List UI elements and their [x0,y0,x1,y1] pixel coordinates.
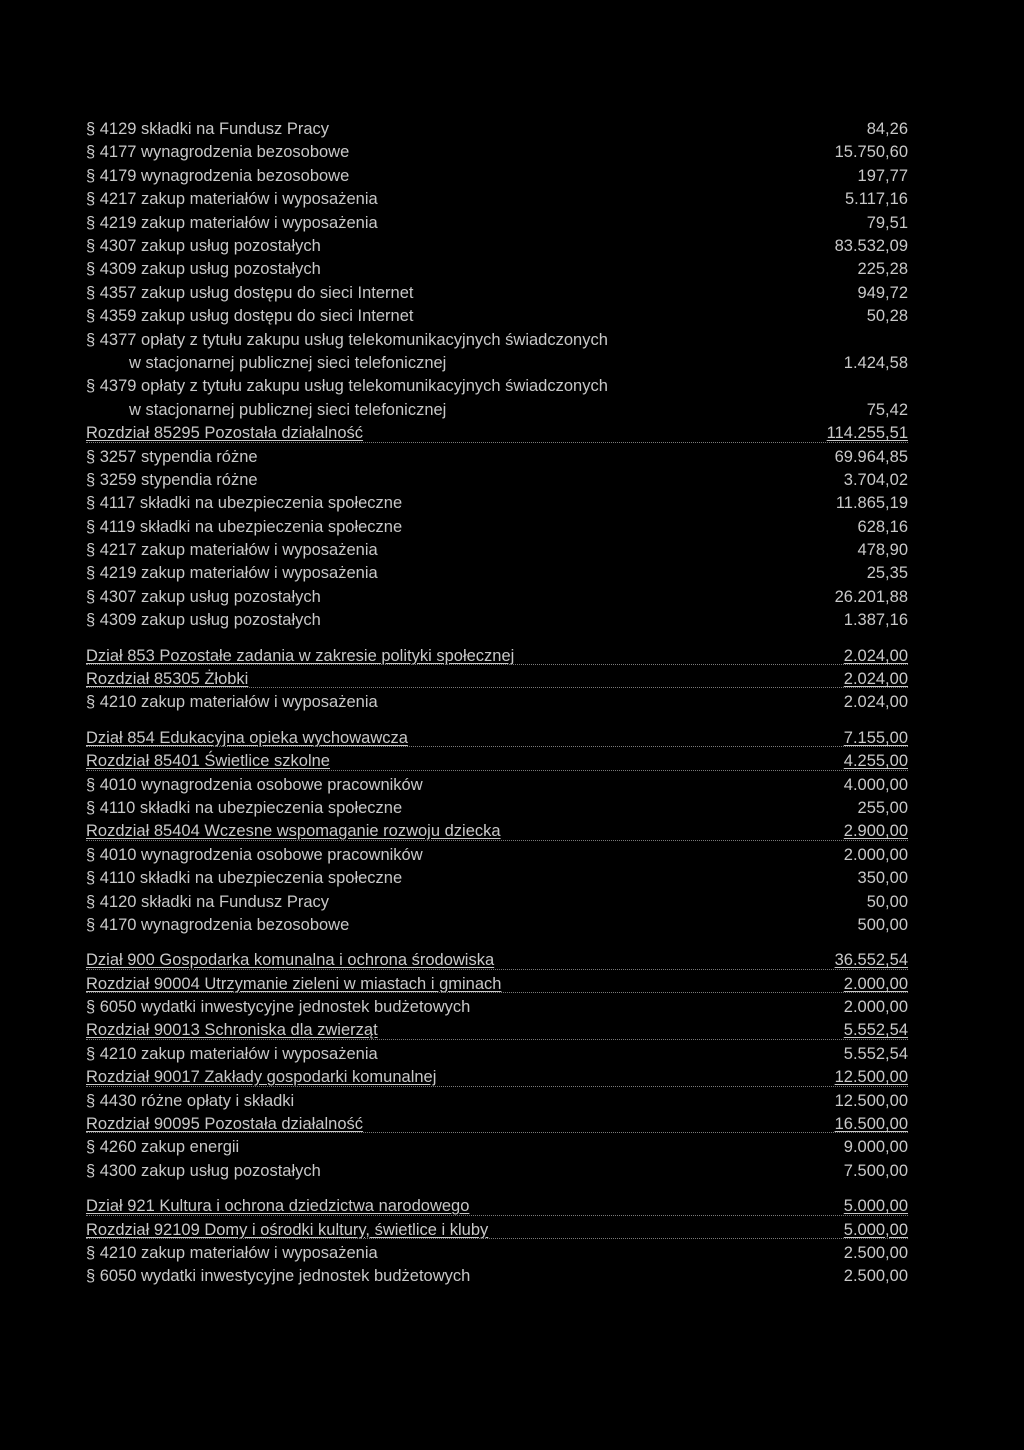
paragraph-row [86,562,908,585]
division-heading-row [86,727,908,750]
row-label: Rozdział 92109 Domy i ośrodki kultury, świetlice i kluby [86,1220,489,1239]
paragraph-row [86,165,908,188]
row-label-continuation: w stacjonarnej publicznej sieci telefonicznej [129,400,447,419]
paragraph-row [86,258,908,281]
row-label: § 4117 składki na ubezpieczenia społeczne [86,494,403,513]
paragraph-row [86,141,908,164]
row-amount: 26.201,88 [834,587,908,606]
row-label: § 4309 zakup usług pozostałych [86,260,321,279]
chapter-heading-row [86,1219,908,1242]
paragraph-row [86,797,908,820]
row-amount: 75,42 [866,400,908,419]
paragraph-row [86,1043,908,1066]
row-amount: 2.000,00 [843,845,908,864]
row-label: § 4170 wynagrodzenia bezosobowe [86,915,350,934]
row-label: § 4210 zakup materiałów i wyposażenia [86,693,378,712]
row-amount: 4.000,00 [843,775,908,794]
chapter-heading-row [86,422,908,445]
row-label: § 4260 zakup energii [86,1138,240,1157]
row-label: § 4120 składki na Fundusz Pracy [86,892,330,911]
row-amount: 350,00 [857,869,908,888]
row-label: Rozdział 85305 Żłobki [86,670,249,689]
row-label: § 4210 zakup materiałów i wyposażenia [86,1244,378,1262]
row-amount: 2.500,00 [843,1244,908,1262]
row-amount: 7.155,00 [843,728,908,747]
row-amount: 5.552,54 [843,1021,908,1040]
row-label: § 4217 zakup materiałów i wyposażenia [86,190,378,209]
paragraph-row [86,118,908,141]
row-label: § 4307 zakup usług pozostałych [86,587,321,606]
row-amount: 5.117,16 [844,190,908,209]
row-label: Rozdział 90017 Zakłady gospodarki komunalnej [86,1068,437,1087]
row-label: Dział 854 Edukacyjna opieka wychowawcza [86,728,408,747]
row-label: § 4219 zakup materiałów i wyposażenia [86,564,378,583]
row-amount: 5.000,00 [843,1197,908,1216]
division-heading-row [86,645,908,668]
paragraph-row [86,539,908,562]
paragraph-row [86,914,908,937]
row-label: § 4359 zakup usług dostępu do sieci Internet [86,307,414,326]
row-amount: 1.387,16 [843,611,908,630]
row-amount: 36.552,54 [834,951,908,970]
paragraph-row [86,446,908,469]
row-amount: 25,35 [866,564,908,583]
chapter-heading-row [86,820,908,843]
row-amount: 12.500,00 [834,1091,908,1110]
row-label: § 3259 stypendia różne [86,470,258,489]
row-amount: 84,26 [866,120,908,138]
chapter-heading-row [86,1066,908,1089]
paragraph-row [86,305,908,328]
row-amount: 225,28 [857,260,908,279]
row-label: § 4110 składki na ubezpieczenia społeczne [86,869,403,888]
row-amount: 83.532,09 [834,236,908,255]
row-label: § 4219 zakup materiałów i wyposażenia [86,213,378,232]
division-heading-row [86,1195,908,1218]
row-amount: 7.500,00 [843,1161,908,1180]
row-amount: 12.500,00 [834,1068,908,1087]
row-amount: 50,00 [866,892,908,911]
row-label: Rozdział 85404 Wczesne wspomaganie rozwoju dziecka [86,822,501,841]
row-amount: 500,00 [857,915,908,934]
row-label: Dział 921 Kultura i ochrona dziedzictwa narodowego [86,1197,470,1216]
row-amount: 949,72 [857,283,908,302]
row-label: § 6050 wydatki inwestycyjne jednostek budżetowych [86,998,471,1017]
row-amount: 255,00 [857,798,908,817]
paragraph-row [86,1265,908,1288]
row-label: Rozdział 90004 Utrzymanie zieleni w miastach i gminach [86,974,502,993]
paragraph-row [86,774,908,797]
row-label: § 4430 różne opłaty i składki [86,1091,295,1110]
row-label: Dział 853 Pozostałe zadania w zakresie polityki społecznej [86,646,515,665]
paragraph-row [86,282,908,305]
paragraph-row [86,844,908,867]
paragraph-row [86,996,908,1019]
row-amount: 2.000,00 [843,974,908,993]
paragraph-row [86,891,908,914]
row-amount: 16.500,00 [834,1115,908,1134]
row-label-continuation: w stacjonarnej publicznej sieci telefonicznej [129,353,447,372]
row-amount: 197,77 [857,166,908,185]
row-amount: 478,90 [857,541,908,560]
row-amount: 1.424,58 [843,353,908,372]
paragraph-row [86,212,908,235]
row-label: § 4129 składki na Fundusz Pracy [86,120,330,138]
row-label: § 4119 składki na ubezpieczenia społeczne [86,517,403,536]
paragraph-row [86,469,908,492]
paragraph-row [86,1136,908,1159]
paragraph-row [86,492,908,515]
row-label: § 4377 opłaty z tytułu zakupu usług telekomunikacyjnych świadczonych [86,330,608,349]
paragraph-row [86,516,908,539]
row-label: § 4110 składki na ubezpieczenia społeczne [86,798,403,817]
row-label: Dział 900 Gospodarka komunalna i ochrona środowiska [86,951,495,970]
row-amount: 2.500,00 [843,1267,908,1286]
row-amount: 2.024,00 [843,646,908,665]
row-label: § 4307 zakup usług pozostałych [86,236,321,255]
row-label: § 4357 zakup usług dostępu do sieci Internet [86,283,414,302]
budget-expenditure-list [86,118,908,1289]
paragraph-row [86,586,908,609]
row-label: § 6050 wydatki inwestycyjne jednostek budżetowych [86,1267,471,1286]
row-amount: 50,28 [866,307,908,326]
paragraph-row [86,1242,908,1265]
paragraph-row [86,867,908,890]
paragraph-row [86,329,908,376]
row-amount: 5.552,54 [843,1044,908,1063]
paragraph-row [86,375,908,422]
row-amount: 4.255,00 [843,752,908,771]
row-amount: 69.964,85 [834,447,908,466]
paragraph-row [86,1160,908,1183]
row-label: § 4309 zakup usług pozostałych [86,611,321,630]
row-label: § 4179 wynagrodzenia bezosobowe [86,166,350,185]
row-amount: 2.024,00 [843,693,908,712]
row-label: § 4300 zakup usług pozostałych [86,1161,321,1180]
row-amount: 628,16 [857,517,908,536]
row-amount: 15.750,60 [834,143,908,162]
row-amount: 2.000,00 [843,998,908,1017]
row-label: Rozdział 85295 Pozostała działalność [86,424,364,443]
paragraph-row [86,1090,908,1113]
row-label: § 4177 wynagrodzenia bezosobowe [86,143,350,162]
row-label: § 4217 zakup materiałów i wyposażenia [86,541,378,560]
row-amount: 11.865,19 [835,494,908,513]
row-amount: 79,51 [866,213,908,232]
row-amount: 9.000,00 [843,1138,908,1157]
paragraph-row [86,691,908,714]
chapter-heading-row [86,973,908,996]
row-amount: 2.024,00 [843,670,908,689]
row-label: § 4010 wynagrodzenia osobowe pracowników [86,845,423,864]
row-label: Rozdział 90095 Pozostała działalność [86,1115,364,1134]
chapter-heading-row [86,1019,908,1042]
row-amount: 3.704,02 [843,470,908,489]
chapter-heading-row [86,668,908,691]
row-label: Rozdział 85401 Świetlice szkolne [86,752,330,771]
row-label: § 4379 opłaty z tytułu zakupu usług telekomunikacyjnych świadczonych [86,377,608,396]
row-label: § 3257 stypendia różne [86,447,258,466]
division-heading-row [86,949,908,972]
chapter-heading-row [86,1113,908,1136]
chapter-heading-row [86,750,908,773]
row-label: § 4010 wynagrodzenia osobowe pracowników [86,775,423,794]
row-amount: 5.000,00 [843,1220,908,1239]
row-amount: 114.255,51 [826,424,908,443]
row-amount: 2.900,00 [843,822,908,841]
paragraph-row [86,609,908,632]
row-label: § 4210 zakup materiałów i wyposażenia [86,1044,378,1063]
paragraph-row [86,235,908,258]
paragraph-row [86,188,908,211]
row-label: Rozdział 90013 Schroniska dla zwierząt [86,1021,378,1040]
